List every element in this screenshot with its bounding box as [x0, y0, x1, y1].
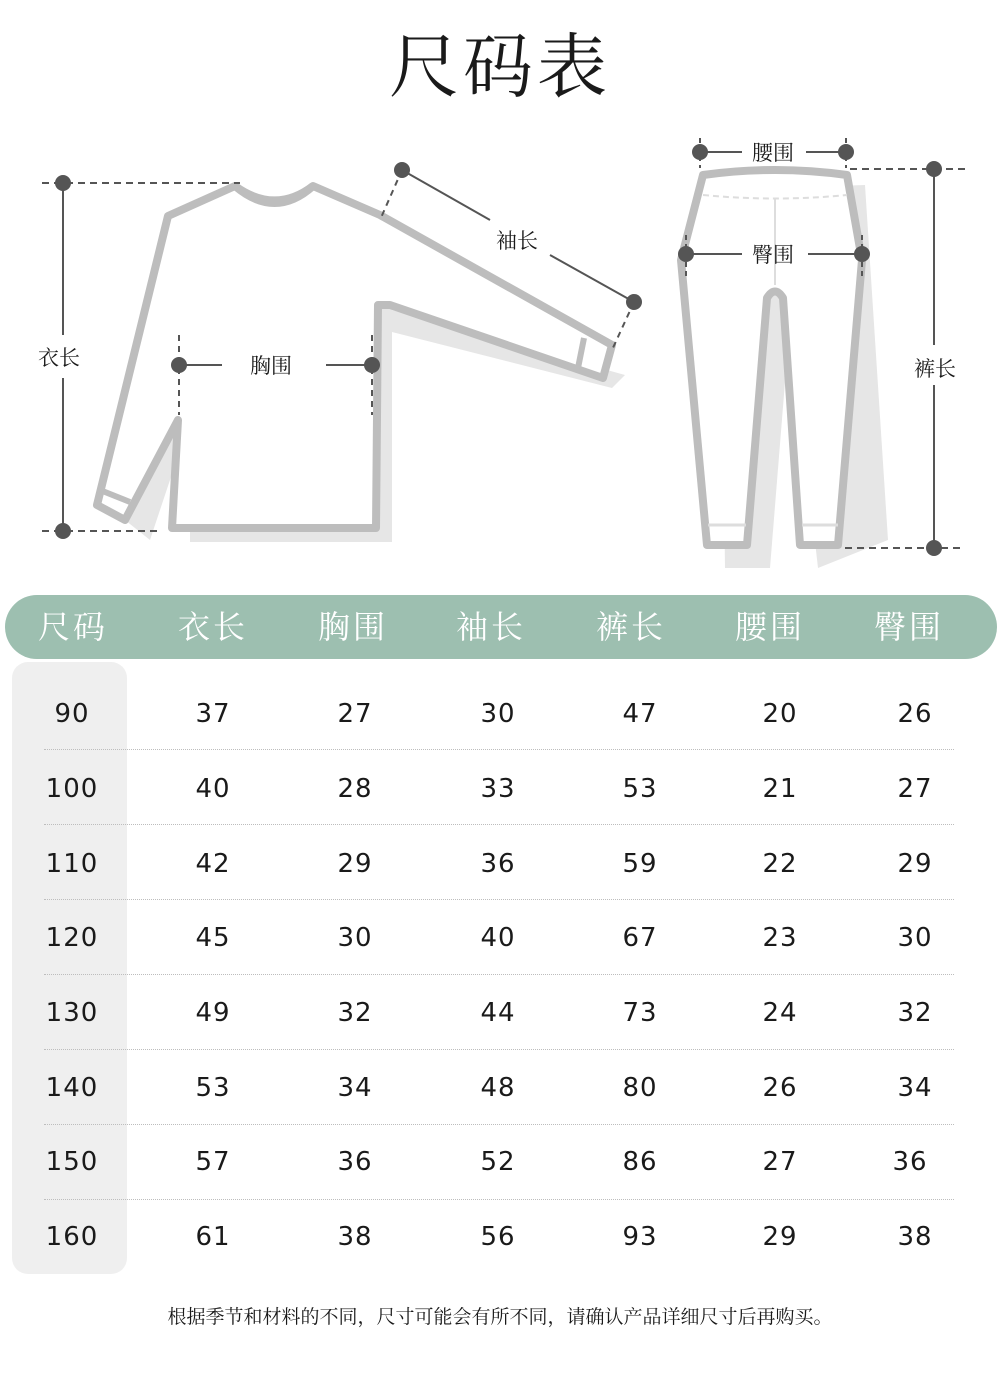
row-separator [44, 1049, 954, 1050]
pants-length-label: 裤长 [914, 357, 956, 381]
cell-top-length: 42 [195, 849, 231, 879]
waist-measure [692, 138, 854, 168]
cell-hip: 38 [897, 1222, 933, 1252]
cell-waist: 20 [762, 699, 798, 729]
cell-waist: 22 [762, 849, 798, 879]
header-chest: 胸围 [317, 608, 388, 646]
cell-top-length: 37 [195, 699, 231, 729]
cell-chest: 30 [337, 923, 373, 953]
table-row [0, 1051, 1000, 1126]
row-separator [44, 824, 954, 825]
cell-top-length: 45 [195, 923, 231, 953]
cell-pants-length: 53 [622, 774, 658, 804]
row-separator [44, 749, 954, 750]
cell-sleeve: 52 [480, 1147, 516, 1177]
cell-pants-length: 93 [622, 1222, 658, 1252]
cell-hip: 36 [892, 1147, 928, 1177]
header-hip: 臀围 [873, 608, 944, 646]
cell-top-length: 53 [195, 1073, 231, 1103]
cell-sleeve: 44 [480, 998, 516, 1028]
cell-sleeve: 33 [480, 774, 516, 804]
footnote: 根据季节和材料的不同，尺寸可能会有所不同，请确认产品详细尺寸后再购买。 [167, 1306, 833, 1328]
cell-sleeve: 36 [480, 849, 516, 879]
header-size: 尺码 [37, 608, 108, 646]
cell-pants-length: 59 [622, 849, 658, 879]
cell-sleeve: 30 [480, 699, 516, 729]
header-pants-length: 裤长 [595, 608, 666, 646]
cell-top-length: 40 [195, 774, 231, 804]
table-row [0, 1125, 1000, 1200]
cell-waist: 27 [762, 1147, 798, 1177]
cell-hip: 30 [897, 923, 933, 953]
cell-chest: 32 [337, 998, 373, 1028]
header-top-length: 衣长 [177, 608, 248, 646]
cell-chest: 38 [337, 1222, 373, 1252]
page-title: 尺码表 [389, 26, 611, 108]
cell-hip: 29 [897, 849, 933, 879]
cell-sleeve: 40 [480, 923, 516, 953]
cell-sleeve: 56 [480, 1222, 516, 1252]
table-row [0, 901, 1000, 976]
cell-pants-length: 73 [622, 998, 658, 1028]
cell-pants-length: 47 [622, 699, 658, 729]
table-row [0, 1200, 1000, 1275]
cell-top-length: 49 [195, 998, 231, 1028]
cell-pants-length: 67 [622, 923, 658, 953]
top-length-label: 衣长 [38, 346, 80, 370]
cell-sleeve: 48 [480, 1073, 516, 1103]
cell-hip: 32 [897, 998, 933, 1028]
hip-label: 臀围 [752, 243, 794, 267]
cell-pants-length: 86 [622, 1147, 658, 1177]
cell-waist: 21 [762, 774, 798, 804]
cell-waist: 23 [762, 923, 798, 953]
table-header [5, 595, 997, 659]
cell-pants-length: 80 [622, 1073, 658, 1103]
table-row [0, 827, 1000, 902]
header-sleeve: 袖长 [455, 608, 526, 646]
cell-chest: 29 [337, 849, 373, 879]
cell-size: 160 [45, 1222, 99, 1252]
cell-top-length: 57 [195, 1147, 231, 1177]
cell-chest: 36 [337, 1147, 373, 1177]
row-separator [44, 899, 954, 900]
cell-size: 150 [45, 1147, 99, 1177]
cell-hip: 34 [897, 1073, 933, 1103]
chest-label: 胸围 [250, 354, 292, 378]
table-row [0, 677, 1000, 752]
cell-size: 140 [45, 1073, 99, 1103]
sleeve-label: 袖长 [496, 229, 538, 253]
cell-waist: 29 [762, 1222, 798, 1252]
cell-chest: 27 [337, 699, 373, 729]
cell-size: 130 [45, 998, 99, 1028]
pants-illustration [681, 170, 888, 568]
cell-waist: 24 [762, 998, 798, 1028]
waist-label: 腰围 [752, 141, 794, 165]
cell-chest: 28 [337, 774, 373, 804]
cell-hip: 26 [897, 699, 933, 729]
cell-top-length: 61 [195, 1222, 231, 1252]
cell-size: 90 [54, 699, 90, 729]
garment-diagram [0, 120, 1000, 590]
table-row [0, 976, 1000, 1051]
cell-size: 120 [45, 923, 99, 953]
cell-size: 100 [45, 774, 99, 804]
header-waist: 腰围 [734, 608, 805, 646]
row-separator [44, 974, 954, 975]
cell-chest: 34 [337, 1073, 373, 1103]
cell-size: 110 [45, 849, 99, 879]
cell-waist: 26 [762, 1073, 798, 1103]
cell-hip: 27 [897, 774, 933, 804]
table-row [0, 752, 1000, 827]
